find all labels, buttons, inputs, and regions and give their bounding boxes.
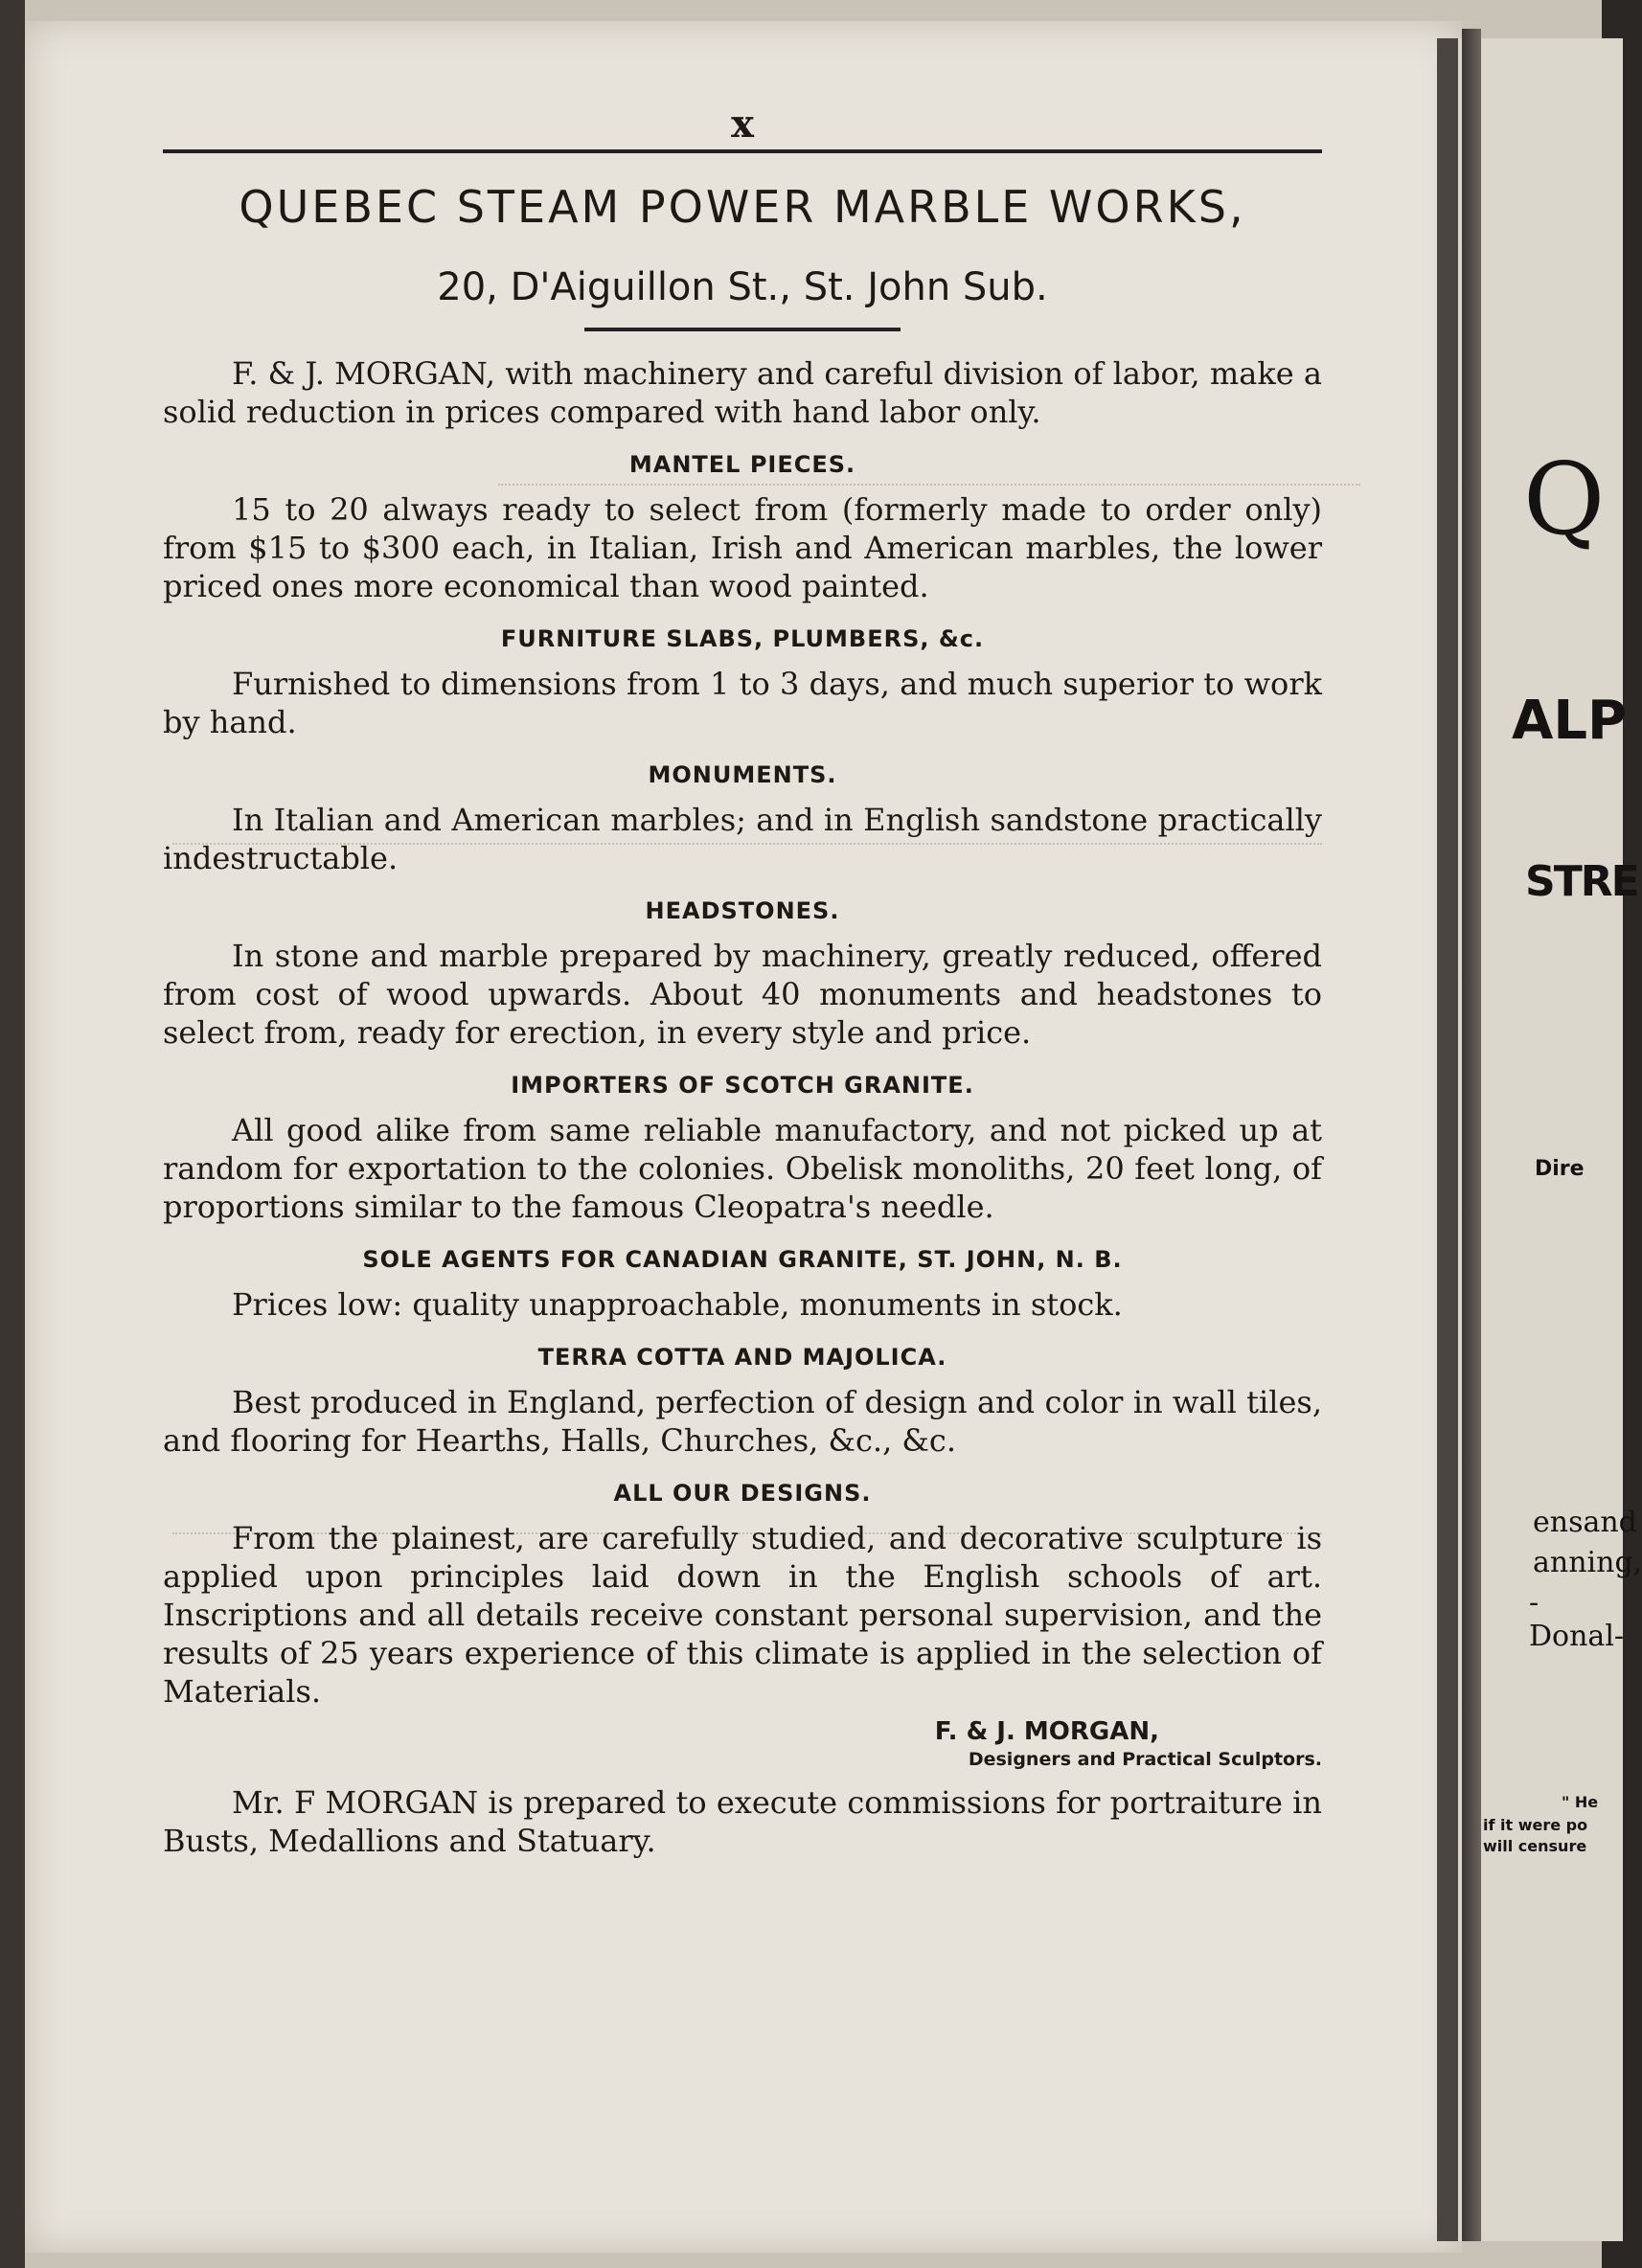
facing-page-fragment: will censure [1483, 1837, 1587, 1855]
section-heading: TERRA COTTA AND MAJOLICA. [537, 1344, 947, 1371]
facing-page-fragment: Q [1523, 441, 1606, 557]
section-text: Prices low: quality unapproachable, monuments in stock. [232, 1286, 1123, 1323]
section-text: In stone and marble prepared by machinery, greatly reduced, offered from cost of wood upwards. About 40 monuments and headstones to select from, ready for erection, in every style and price. [163, 938, 1322, 1051]
section-heading: MANTEL PIECES. [628, 451, 856, 478]
book-edge [0, 0, 25, 2268]
closing-paragraph: Mr. F MORGAN is prepared to execute commissions for portraiture in Busts, Medallions and Statuary. [163, 1784, 1322, 1859]
advertisement [163, 102, 1322, 1860]
facing-page-fragment: if it were po [1483, 1816, 1588, 1834]
signature: F. & J. MORGAN, [934, 1717, 1159, 1746]
title-rule [584, 328, 901, 331]
book-gutter [1462, 29, 1481, 2241]
section-heading: FURNITURE SLABS, PLUMBERS, &c. [500, 625, 985, 652]
section-text: All good alike from same reliable manufactory, and not picked up at random for exportation to the colonies. Obelisk monoliths, 20 feet long, of proportions similar to the famous Cleopatra's needle. [163, 1112, 1322, 1225]
company-address: 20, D'Aiguillon St., St. John Sub. [437, 265, 1048, 309]
section-text: Best produced in England, perfection of design and color in wall tiles, and flooring for Hearths, Halls, Churches, &c., &c. [163, 1384, 1322, 1459]
signature-title: Designers and Practical Sculptors. [968, 1749, 1322, 1770]
section-heading: SOLE AGENTS FOR CANADIAN GRANITE, ST. JOHN, N. B. [362, 1246, 1123, 1273]
facing-page-fragment: ensand [1533, 1506, 1637, 1539]
facing-page-fragment: " He [1562, 1793, 1599, 1811]
facing-page-fragment: STRE [1525, 857, 1638, 906]
section-text: In Italian and American marbles; and in English sandstone practically indestructable. [163, 802, 1322, 876]
intro-paragraph: F. & J. MORGAN, with machinery and careful division of labor, make a solid reduction in prices compared with hand labor only. [163, 355, 1322, 430]
section-text: Furnished to dimensions from 1 to 3 days, and much superior to work by hand. [163, 666, 1322, 740]
section-text: From the plainest, are carefully studied, and decorative sculpture is applied upon principles laid down in the English schools of art. Inscriptions and all details receive constant personal supervision, and the results of 25 years experience of this climate is applied in the selection of Materials. [163, 1520, 1322, 1710]
company-title: QUEBEC STEAM POWER MARBLE WORKS, [239, 181, 1246, 233]
facing-page-fragment: Dire [1535, 1157, 1585, 1181]
facing-page-fragment: anning, [1533, 1546, 1642, 1579]
section-text: 15 to 20 always ready to select from (formerly made to order only) from $15 to $300 each, in Italian, Irish and American marbles, the lower priced ones more economical than wood painted. [163, 491, 1322, 604]
section-heading: HEADSTONES. [645, 897, 840, 924]
facing-page-fragment: -Donal- [1529, 1586, 1625, 1653]
facing-page-fragment: ALP [1512, 690, 1628, 752]
section-heading: MONUMENTS. [648, 761, 837, 788]
section-heading: ALL OUR DESIGNS. [613, 1480, 872, 1507]
top-rule [163, 149, 1322, 153]
section-heading: IMPORTERS OF SCOTCH GRANITE. [511, 1072, 974, 1099]
page-number: x [731, 102, 754, 147]
